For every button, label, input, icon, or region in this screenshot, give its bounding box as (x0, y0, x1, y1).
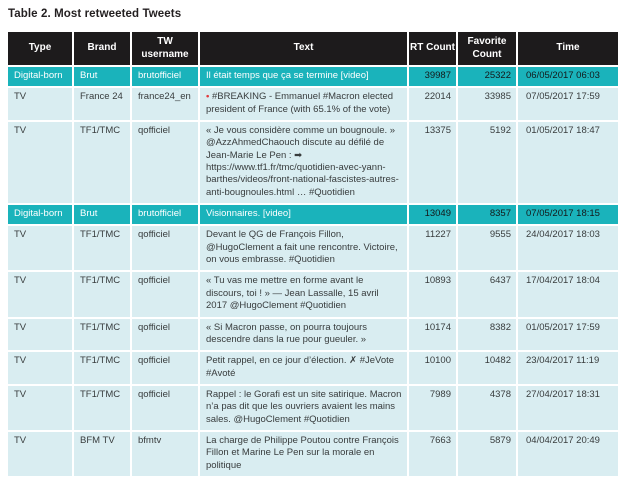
cell-username: qofficiel (132, 122, 198, 203)
cell-text: La charge de Philippe Poutou contre François Fillon et Marine Le Pen sur la morale en politique (200, 432, 407, 476)
cell-type: TV (8, 272, 72, 316)
cell-time: 04/04/2017 20:49 (518, 432, 618, 476)
cell-brand: TF1/TMC (74, 272, 130, 316)
cell-username: qofficiel (132, 352, 198, 384)
cell-username: france24_en (132, 88, 198, 120)
cell-time: 27/04/2017 18:31 (518, 386, 618, 430)
cell-time: 24/04/2017 18:03 (518, 226, 618, 270)
cell-text: Il était temps que ça se termine [video] (200, 67, 407, 86)
cell-rt: 7989 (409, 386, 456, 430)
cell-fav: 6437 (458, 272, 516, 316)
table-row (8, 432, 618, 476)
cell-text: Rappel : le Gorafi est un site satirique. Macron n’a pas dit que les ouvriers avaient les mains sales. @HugoClement #Quotidien (200, 386, 407, 430)
column-header-time: Time (518, 32, 618, 65)
cell-username: qofficiel (132, 386, 198, 430)
cell-rt: 10893 (409, 272, 456, 316)
table-header (8, 32, 618, 65)
cell-fav: 9555 (458, 226, 516, 270)
cell-text: • #BREAKING - Emmanuel #Macron elected president of France (with 65.1% of the vote) (200, 88, 407, 120)
cell-rt: 11227 (409, 226, 456, 270)
cell-brand: France 24 (74, 88, 130, 120)
cell-time: 23/04/2017 11:19 (518, 352, 618, 384)
cell-username: brutofficiel (132, 67, 198, 86)
cell-rt: 39987 (409, 67, 456, 86)
table-row (8, 205, 618, 224)
cell-brand: TF1/TMC (74, 386, 130, 430)
table-row (8, 122, 618, 203)
cell-brand: TF1/TMC (74, 226, 130, 270)
table-row (8, 272, 618, 316)
column-header-fav: Favorite Count (458, 32, 516, 65)
cell-brand: TF1/TMC (74, 122, 130, 203)
column-header-text: Text (200, 32, 407, 65)
cell-brand: TF1/TMC (74, 352, 130, 384)
cell-type: TV (8, 352, 72, 384)
cell-time: 17/04/2017 18:04 (518, 272, 618, 316)
table-body (8, 67, 618, 476)
cell-brand: BFM TV (74, 432, 130, 476)
cell-type: TV (8, 122, 72, 203)
table-row (8, 352, 618, 384)
cell-username: qofficiel (132, 226, 198, 270)
cell-type: TV (8, 386, 72, 430)
cell-time: 06/05/2017 06:03 (518, 67, 618, 86)
cell-type: Digital-born (8, 67, 72, 86)
cell-fav: 10482 (458, 352, 516, 384)
cell-username: qofficiel (132, 272, 198, 316)
column-header-rt: RT Count (409, 32, 456, 65)
cell-type: TV (8, 226, 72, 270)
cell-fav: 5192 (458, 122, 516, 203)
cell-fav: 8382 (458, 319, 516, 351)
cell-text: « Tu vas me mettre en forme avant le discours, toi ! » — Jean Lassalle, 15 avril 2017 @HugoClement #Quotidien (200, 272, 407, 316)
cell-fav: 4378 (458, 386, 516, 430)
cell-text: Visionnaires. [video] (200, 205, 407, 224)
cell-brand: TF1/TMC (74, 319, 130, 351)
cell-username: brutofficiel (132, 205, 198, 224)
cell-brand: Brut (74, 205, 130, 224)
cell-fav: 5879 (458, 432, 516, 476)
cell-fav: 33985 (458, 88, 516, 120)
cell-type: Digital-born (8, 205, 72, 224)
table-row (8, 319, 618, 351)
cell-type: TV (8, 319, 72, 351)
cell-rt: 13049 (409, 205, 456, 224)
cell-rt: 7663 (409, 432, 456, 476)
column-header-brand: Brand (74, 32, 130, 65)
cell-rt: 10100 (409, 352, 456, 384)
cell-fav: 8357 (458, 205, 516, 224)
table-row (8, 386, 618, 430)
cell-time: 07/05/2017 17:59 (518, 88, 618, 120)
cell-type: TV (8, 432, 72, 476)
cell-rt: 13375 (409, 122, 456, 203)
column-header-username: TW username (132, 32, 198, 65)
table-row (8, 88, 618, 120)
table-header-row (8, 32, 618, 65)
cell-username: qofficiel (132, 319, 198, 351)
cell-text: « Je vous considère comme un bougnoule. » @AzzAhmedChaouch discute au défilé de Jean-Marie Le Pen : ➡ https://www.tf1.fr/tmc/quotidien-avec-yann-barthes/videos/front-national-fascistes-autres-anti-bougnoules.html … #Quotidien (200, 122, 407, 203)
cell-time: 01/05/2017 17:59 (518, 319, 618, 351)
cell-text: Devant le QG de François Fillon, @HugoClement a fait une rencontre. Victoire, on vous embrasse. #Quotidien (200, 226, 407, 270)
table-title: Table 2. Most retweeted Tweets (8, 8, 182, 20)
most-retweeted-tweets-table (6, 30, 620, 478)
column-header-type: Type (8, 32, 72, 65)
cell-brand: Brut (74, 67, 130, 86)
cell-text: Petit rappel, en ce jour d’élection. ✗ #JeVote #Avoté (200, 352, 407, 384)
red-bullet-icon: • (206, 91, 212, 103)
cell-username: bfmtv (132, 432, 198, 476)
cell-time: 07/05/2017 18:15 (518, 205, 618, 224)
cell-rt: 10174 (409, 319, 456, 351)
cell-rt: 22014 (409, 88, 456, 120)
cell-type: TV (8, 88, 72, 120)
cell-time: 01/05/2017 18:47 (518, 122, 618, 203)
table-row (8, 226, 618, 270)
table-row (8, 67, 618, 86)
cell-text: « Si Macron passe, on pourra toujours descendre dans la rue pour gueuler. » (200, 319, 407, 351)
cell-fav: 25322 (458, 67, 516, 86)
